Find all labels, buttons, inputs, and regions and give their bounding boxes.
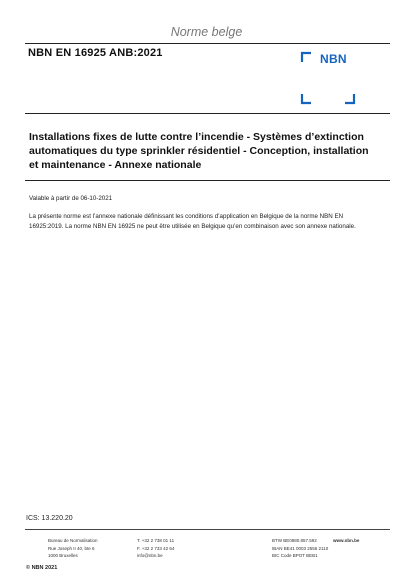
footer-contact [137,537,257,560]
footer-email[interactable]: info@nbn.be [137,553,163,558]
document-description: La présente norme est l’annexe nationale définissant les conditions d’application en Belgique de la norme NBN EN 16925:2019. La norme NBN EN 16925 ne peut être utilisée en Belgique qu’en combinaison avec son annexe nationale. [29,213,356,230]
footer-address [48,537,130,560]
logo-text: NBN [320,52,347,66]
footer-bic: BIC Code BPOT BEB1 [272,553,318,558]
nbn-logo [300,50,356,106]
footer-rule [25,529,390,530]
title-bottom-rule [25,180,390,181]
copyright: © NBN 2021 [26,565,58,571]
footer-address-line: 1000 Bruxelles [48,553,78,558]
footer-phone: T. +32 2 738 01 11 [137,538,175,543]
ics-code: ICS: 13.220.20 [26,515,73,522]
footer-website[interactable]: www.nbn.be [333,538,360,543]
title-top-rule [25,113,390,114]
header-rule [25,43,390,44]
footer-fax: F. +32 2 733 42 64 [137,545,175,551]
document-type-label: Norme belge [170,25,243,39]
validity-date: Valable à partir de 06-10-2021 [29,195,113,202]
document-title: Installations fixes de lutte contre l’incendie - Systèmes d’extinction automatiques du type sprinkler résidentiel - Conception, installation et maintenance - Annexe nationale [29,131,369,171]
footer-vat: BTW BE0880.857.592 [272,538,317,543]
standard-code: NBN EN 16925 ANB:2021 [28,47,163,59]
footer-address-line: Rue Joseph II 40, bte 6 [48,545,95,551]
footer-address-line: Bureau de Normalisation [48,538,98,543]
footer-iban: IBAN BE41 0003 2556 2110 [272,545,329,551]
